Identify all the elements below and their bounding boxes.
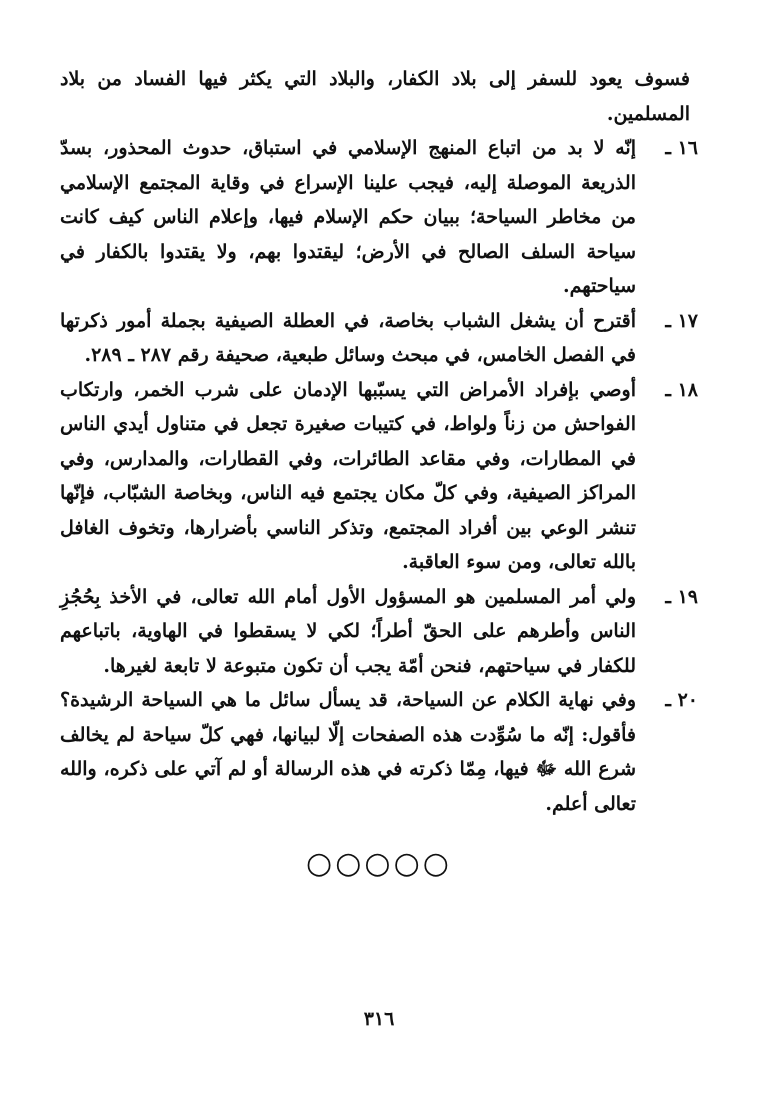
item-text: إنّه لا بد من اتباع المنهج الإسلامي في استباق، حدوث المحذور، بسدّ الذريعة الموصلة إليه، فيجب علينا الإسراع في وقاية المجتمع الإسلامي من مخاطر السياحة؛ ببيان حكم الإسلام فيها، وإعلام الناس كيف كانت سياحة السلف الصالح في الأرض؛ ليقتدوا بهم، ولا يقتدوا بالكفار في سياحتهم. bbox=[60, 137, 636, 297]
continuation-paragraph: فسوف يعود للسفر إلى بلاد الكفار، والبلاد التي يكثر فيها الفساد من بلاد المسلمين. bbox=[60, 68, 690, 125]
list-item-19 bbox=[60, 580, 698, 684]
list-item-16 bbox=[60, 131, 698, 304]
item-number: ١٩ ـ bbox=[665, 585, 698, 608]
list-item-17 bbox=[60, 304, 698, 373]
item-text: ولي أمر المسلمين هو المسؤول الأول أمام الله تعالى، في الأخذ بِحُجُزِ الناس وأطرهم على الحقّ أطراً؛ لكي لا يسقطوا في الهاوية، باتباعهم للكفار في سياحتهم، فنحن أمّة يجب أن تكون متبوعة لا تابعة لغيرها. bbox=[60, 585, 636, 677]
item-number: ٢٠ ـ bbox=[665, 689, 698, 711]
item-text: وفي نهاية الكلام عن السياحة، قد يسأل سائل ما هي السياحة الرشيدة؟ فأقول: إنّه ما سُوِّدت هذه الصفحات إلّا لبيانها، فهي كلّ سياحة لم يخالف شرع الله ﷻ فيها، مِمّا ذكرته في هذه الرسالة أو لم آتي على ذكره، والله تعالى أعلم. bbox=[60, 689, 636, 815]
item-text: أقترح أن يشغل الشباب بخاصة، في العطلة الصيفية بجملة أمور ذكرتها في الفصل الخامس، في مبحث وسائل طبعية، صحيفة رقم ٢٨٧ ـ ٢٨٩. bbox=[60, 309, 636, 366]
item-number: ١٨ ـ bbox=[665, 378, 698, 401]
list-item-18 bbox=[60, 373, 698, 580]
item-text: أوصي بإفراد الأمراض التي يسبّبها الإدمان على شرب الخمر، وارتكاب الفواحش من زناً ولواط، في كتيبات صغيرة تجعل في متناول أيدي الناس في المطارات، وفي مقاعد الطائرات، وفي القطارات، والمدارس، وفي المراكز الصيفية، وفي كلّ مكان يجتمع فيه الناس، وبخاصة الشبّاب، فإنّها تنشر الوعي بين أفراد المجتمع، وتذكر الناسي بأضرارها، وتخوف الغافل بالله تعالى، ومن سوء العاقبة. bbox=[60, 378, 636, 573]
section-separator: ○○○○○ bbox=[306, 846, 452, 881]
page-number: ٣١٦ bbox=[363, 1008, 395, 1030]
list-item-20 bbox=[60, 683, 698, 821]
page-body bbox=[60, 62, 698, 821]
item-number: ١٧ ـ bbox=[665, 309, 698, 332]
item-number: ١٦ ـ bbox=[665, 137, 698, 159]
